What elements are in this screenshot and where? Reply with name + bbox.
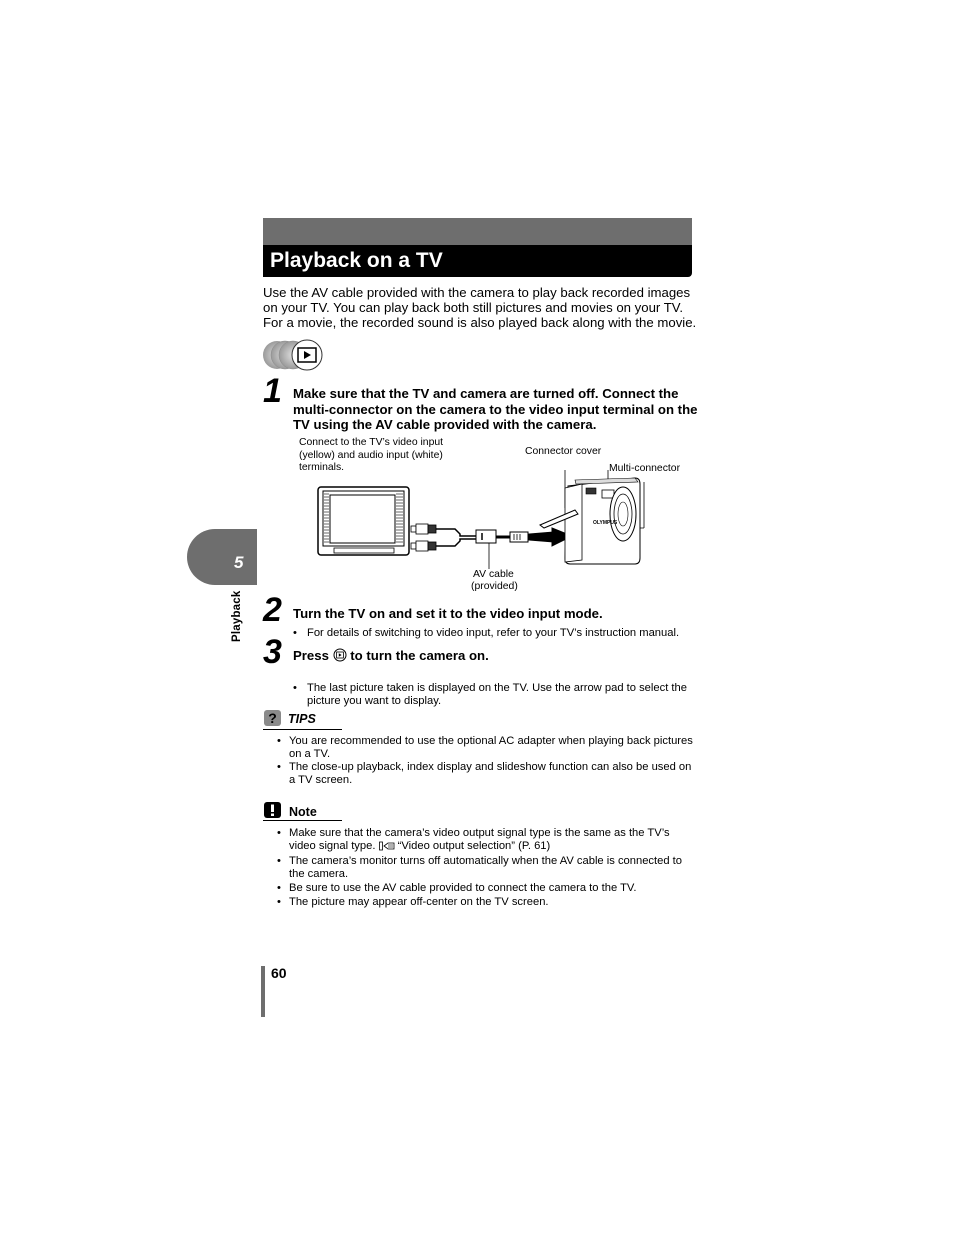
title-bar-upper xyxy=(263,218,692,245)
chapter-side-tab xyxy=(187,529,257,585)
tips-list xyxy=(277,735,697,788)
note-item-1-text: Make sure that the camera’s video output signal type is the same as the TV’s video signal type. xyxy=(289,827,670,852)
step-3-text-after: to turn the camera on. xyxy=(350,648,489,663)
step-3-text-before: Press xyxy=(293,648,329,663)
tips-heading: TIPS xyxy=(288,712,316,726)
chapter-label-text: Playback xyxy=(231,590,243,642)
note-item: • Be sure to use the AV cable provided to connect the camera to the TV. xyxy=(277,882,697,895)
tv-illustration xyxy=(318,487,409,555)
av-cable-illustration xyxy=(411,524,572,551)
page-number-bar xyxy=(261,966,265,1017)
page-number: 60 xyxy=(271,965,287,981)
page-title: Playback on a TV xyxy=(270,249,443,272)
step-2-text: Turn the TV on and set it to the video input mode. xyxy=(293,606,603,621)
step-2-bullet: • For details of switching to video input, refer to your TV’s instruction manual. xyxy=(293,627,712,640)
label-multi-connector: Multi-connector xyxy=(609,463,681,474)
step-1-number: 1 xyxy=(263,372,282,410)
step-2-number: 2 xyxy=(263,591,282,629)
label-av-cable-provided: (provided) xyxy=(471,581,518,592)
step-3-number: 3 xyxy=(263,633,282,671)
step-1-text: Make sure that the TV and camera are turned off. Connect the multi-connector on the camera to the video input terminal on the TV using the AV cable provided with the camera. xyxy=(293,386,698,433)
playback-button-icon xyxy=(333,648,347,666)
label-av-cable: AV cable xyxy=(473,569,514,580)
note-item-1-reference[interactable]: “Video output selection” (P. 61) xyxy=(397,839,551,852)
note-item xyxy=(277,827,697,854)
step-3-bullet: • The last picture taken is displayed on the TV. Use the arrow pad to select the picture you want to display. xyxy=(293,682,712,708)
note-list xyxy=(277,827,697,910)
chapter-number: 5 xyxy=(234,553,244,572)
camera-illustration xyxy=(540,478,640,564)
tips-underline xyxy=(263,729,342,730)
chapter-label xyxy=(231,584,247,644)
note-underline xyxy=(263,820,342,821)
svg-text:?: ? xyxy=(268,710,277,726)
label-connector-cover: Connector cover xyxy=(525,446,602,457)
camera-brand-text: OLYMPUS xyxy=(593,520,618,526)
note-item: • The picture may appear off-center on the TV screen. xyxy=(277,896,697,909)
playback-mode-icon xyxy=(263,339,327,371)
intro-paragraph: Use the AV cable provided with the camera to play back recorded images on your TV. You can play back both still pictures and movies on your TV. For a movie, the recorded sound is also played back along with the movie. xyxy=(263,285,697,330)
note-item: • The camera’s monitor turns off automatically when the AV cable is connected to the camera. xyxy=(277,855,697,880)
label-tv-connection: Connect to the TV’s video input (yellow) and audio input (white) terminals. xyxy=(299,437,444,474)
page-reference-icon xyxy=(379,841,395,855)
tv-connection-diagram xyxy=(290,470,690,570)
note-heading: Note xyxy=(289,805,317,819)
tips-icon xyxy=(264,710,281,731)
tips-item: • The close-up playback, index display and slideshow function can also be used on a TV screen. xyxy=(277,761,697,786)
tips-item: • You are recommended to use the optional AC adapter when playing back pictures on a TV. xyxy=(277,735,697,760)
step-3-text xyxy=(293,648,698,666)
